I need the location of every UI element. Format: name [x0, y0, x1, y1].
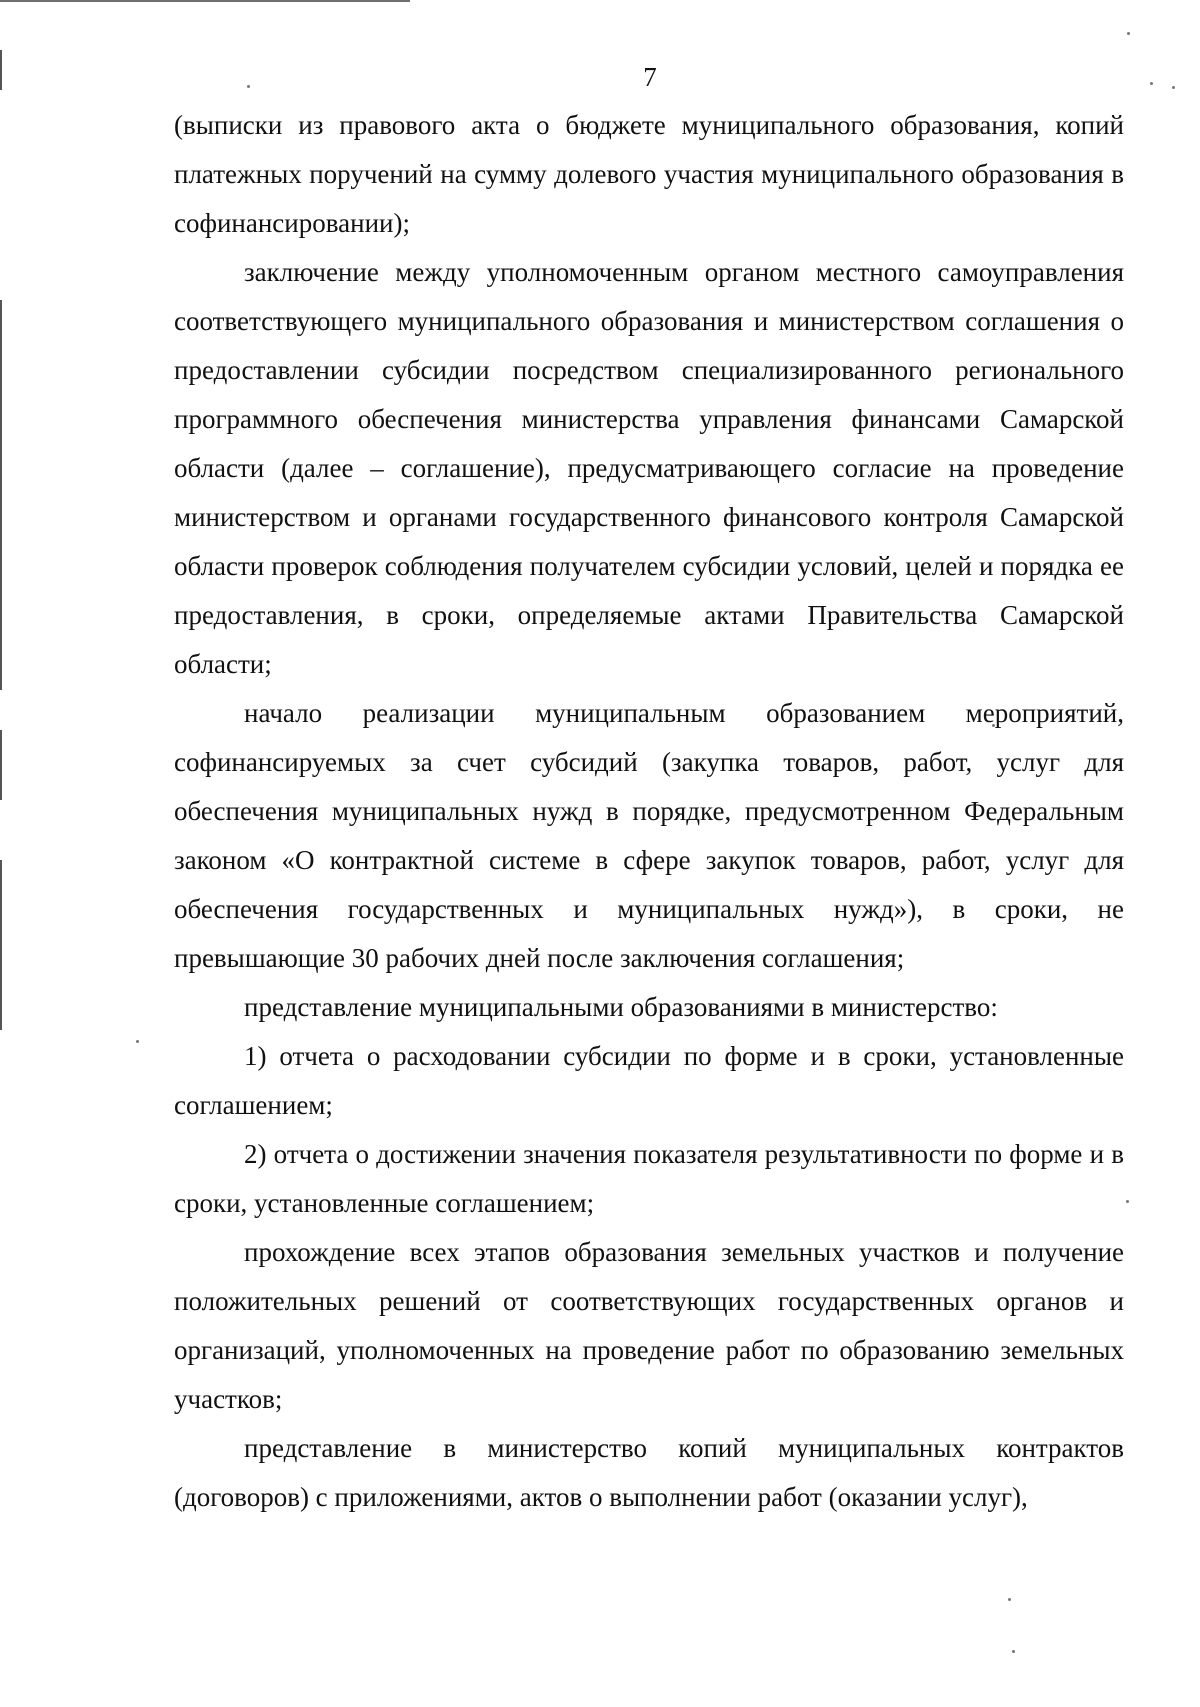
paragraph-report-expenditure: 1) отчета о расходовании субсидии по форме и в сроки, установленные соглашением;: [174, 1041, 1124, 1120]
paragraph-implementation-start: начало реализации муниципальным образованием мероприятий, софинансируемых за счет субсидий (закупка товаров, работ, услуг для обеспечения муниципальных нужд в порядке, предусмотренном Федеральным законом «О контрактной системе в сфере закупок товаров, работ, услуг для обеспечения государственных и муниципальных нужд»), в сроки, не превышающие 30 рабочих дней после заключения соглашения;: [174, 698, 1124, 973]
paragraph-land-plots: прохождение всех этапов образования земельных участков и получение положительных решений от соответствующих государственных органов и организаций, уполномоченных на проведение работ по образованию земельных участков;: [174, 1237, 1124, 1414]
document-body: [174, 101, 1124, 1522]
paragraph-report-performance: 2) отчета о достижении значения показателя результативности по форме и в сроки, установленные соглашением;: [174, 1139, 1124, 1218]
left-scan-marks: [0, 40, 3, 1040]
page-number: 7: [643, 62, 657, 92]
top-scan-rule: [0, 0, 410, 2]
paragraph-reports-intro: представление муниципальными образованиями в министерство:: [244, 992, 998, 1022]
paragraph-contract-copies: представление в министерство копий муниципальных контрактов (договоров) с приложениями, актов о выполнении работ (оказании услуг),: [174, 1433, 1124, 1512]
paragraph-agreement-conclusion: заключение между уполномоченным органом местного самоуправления соответствующего муниципального образования и министерством соглашения о предоставлении субсидии посредством специализированного регионального программного обеспечения министерства управления финансами Самарской области (далее – соглашение), предусматривающего согласие на проведение министерством и органами государственного финансового контроля Самарской области проверок соблюдения получателем субсидии условий, целей и порядка ее предоставления, в сроки, определяемые актами Правительства Самарской области;: [174, 257, 1124, 679]
paragraph-budget-extracts: (выписки из правового акта о бюджете муниципального образования, копий платежных поручений на сумму долевого участия муниципального образования в софинансировании);: [174, 110, 1124, 238]
